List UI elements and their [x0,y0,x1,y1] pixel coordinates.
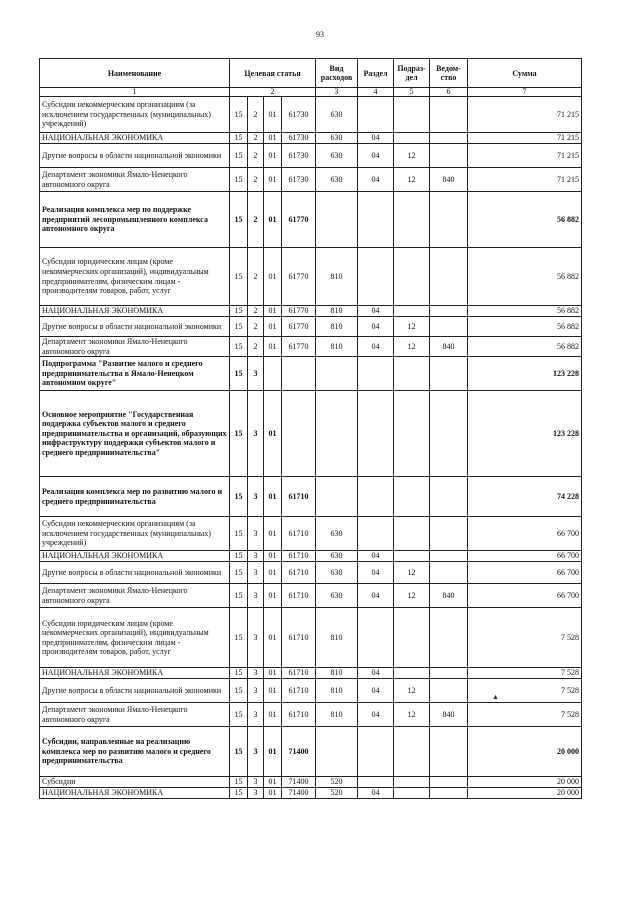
column-number: 1 [40,88,230,97]
table-row [40,777,582,788]
target-code-b-cell: 2 [248,97,264,133]
column-number: 7 [468,88,582,97]
target-code-d-cell: 61710 [282,562,316,584]
table-row [40,337,582,357]
subsection-cell: 12 [394,317,430,337]
section-cell [358,192,394,248]
sum-cell: 56 882 [468,317,582,337]
sum-cell: 7 528 [468,608,582,668]
column-number: 5 [394,88,430,97]
expense-type-cell: 810 [316,679,358,703]
row-name-cell: Субсидии, направленные на реализацию комплекса мер по развитию малого и среднего предпринимательства [40,727,230,777]
department-cell [430,727,468,777]
expense-type-cell: 630 [316,551,358,562]
target-code-c-cell: 01 [264,668,282,679]
department-cell [430,788,468,799]
row-name-cell: Реализация комплекса мер по развитию малого и среднего предпринимательства [40,477,230,517]
sum-cell: 7 528 [468,668,582,679]
header-sum: Сумма [468,59,582,88]
target-code-c-cell: 01 [264,562,282,584]
department-cell [430,248,468,306]
sum-cell: 20 000 [468,777,582,788]
target-code-c-cell: 01 [264,306,282,317]
department-cell [430,144,468,168]
target-code-a-cell: 15 [230,562,248,584]
expense-type-cell: 520 [316,788,358,799]
subsection-cell: 12 [394,144,430,168]
target-code-c-cell: 01 [264,97,282,133]
section-cell [358,391,394,477]
target-code-b-cell: 3 [248,788,264,799]
table-row [40,679,582,703]
row-name-cell: Другие вопросы в области национальной экономики [40,144,230,168]
target-code-d-cell: 61710 [282,517,316,551]
sum-cell: 71 215 [468,133,582,144]
section-cell: 04 [358,584,394,608]
target-code-a-cell: 15 [230,192,248,248]
subsection-cell [394,97,430,133]
target-code-c-cell: 01 [264,248,282,306]
target-code-c-cell: 01 [264,551,282,562]
row-name-cell: НАЦИОНАЛЬНАЯ ЭКОНОМИКА [40,133,230,144]
department-cell [430,357,468,391]
subsection-cell: 12 [394,703,430,727]
row-name-cell: НАЦИОНАЛЬНАЯ ЭКОНОМИКА [40,668,230,679]
target-code-b-cell: 2 [248,306,264,317]
header-name: Наименование [40,59,230,88]
column-number: 2 [230,88,316,97]
section-cell [358,248,394,306]
stray-mark: ▲ [492,693,499,701]
department-cell: 840 [430,337,468,357]
subsection-cell [394,668,430,679]
sum-cell: 71 215 [468,97,582,133]
row-name-cell: Департамент экономики Ямало-Ненецкого автономного округа [40,168,230,192]
sum-cell: 66 700 [468,562,582,584]
subsection-cell [394,133,430,144]
table-row [40,551,582,562]
department-cell [430,777,468,788]
target-code-d-cell: 61730 [282,168,316,192]
target-code-d-cell: 61710 [282,668,316,679]
row-name-cell: Основное мероприятие "Государственная поддержка субъектов малого и среднего предпринимательства и организаций, образующих инфраструктуру поддержки субъектов малого и среднего предпринимательства" [40,391,230,477]
section-cell [358,357,394,391]
subsection-cell: 12 [394,584,430,608]
row-name-cell: НАЦИОНАЛЬНАЯ ЭКОНОМИКА [40,551,230,562]
table-row [40,97,582,133]
target-code-c-cell: 01 [264,133,282,144]
target-code-b-cell: 3 [248,391,264,477]
target-code-d-cell: 61730 [282,133,316,144]
column-number-row [40,88,582,97]
target-code-a-cell: 15 [230,788,248,799]
target-code-a-cell: 15 [230,727,248,777]
sum-cell: 7 528 [468,679,582,703]
column-number: 6 [430,88,468,97]
expense-type-cell: 630 [316,168,358,192]
target-code-b-cell: 2 [248,317,264,337]
header-expense-type: Вид расходов [316,59,358,88]
table-row [40,562,582,584]
expense-type-cell: 630 [316,97,358,133]
column-number: 3 [316,88,358,97]
table-row [40,192,582,248]
sum-cell: 7 528 [468,703,582,727]
row-name-cell: Субсидии юридическим лицам (кроме некоммерческих организаций), индивидуальным предпринимателям, физическим лицам - производителям товаров, работ, услуг [40,608,230,668]
target-code-a-cell: 15 [230,391,248,477]
target-code-d-cell: 61770 [282,248,316,306]
expense-type-cell: 630 [316,144,358,168]
table-row [40,391,582,477]
target-code-a-cell: 15 [230,551,248,562]
expense-type-cell [316,477,358,517]
subsection-cell: 12 [394,337,430,357]
section-cell: 04 [358,679,394,703]
target-code-b-cell: 2 [248,192,264,248]
target-code-a-cell: 15 [230,306,248,317]
expense-type-cell: 630 [316,562,358,584]
target-code-b-cell: 2 [248,144,264,168]
row-name-cell: Департамент экономики Ямало-Ненецкого автономного округа [40,584,230,608]
subsection-cell [394,306,430,317]
budget-table [39,58,582,799]
target-code-d-cell: 71400 [282,777,316,788]
row-name-cell: НАЦИОНАЛЬНАЯ ЭКОНОМИКА [40,306,230,317]
expense-type-cell: 810 [316,703,358,727]
department-cell [430,306,468,317]
target-code-a-cell: 15 [230,703,248,727]
target-code-d-cell: 61710 [282,584,316,608]
target-code-d-cell: 61710 [282,477,316,517]
target-code-c-cell: 01 [264,679,282,703]
target-code-d-cell [282,391,316,477]
sum-cell: 66 700 [468,584,582,608]
subsection-cell [394,788,430,799]
section-cell: 04 [358,562,394,584]
subsection-cell: 12 [394,168,430,192]
subsection-cell [394,477,430,517]
row-name-cell: Другие вопросы в области национальной экономики [40,679,230,703]
table-header-row [40,59,582,88]
header-department: Ведом- ство [430,59,468,88]
table-row [40,668,582,679]
target-code-b-cell: 3 [248,584,264,608]
table-row [40,168,582,192]
target-code-c-cell: 01 [264,788,282,799]
section-cell [358,608,394,668]
header-subsection: Подраз- дел [394,59,430,88]
subsection-cell [394,551,430,562]
sum-cell: 123 228 [468,391,582,477]
target-code-c-cell: 01 [264,168,282,192]
page-number: 93 [316,30,324,39]
target-code-b-cell: 3 [248,551,264,562]
sum-cell: 20 000 [468,727,582,777]
target-code-c-cell: 01 [264,727,282,777]
target-code-b-cell: 3 [248,608,264,668]
table-row [40,357,582,391]
sum-cell: 71 215 [468,144,582,168]
department-cell [430,562,468,584]
row-name-cell: Департамент экономики Ямало-Ненецкого автономного округа [40,337,230,357]
department-cell [430,679,468,703]
table-row [40,788,582,799]
expense-type-cell [316,192,358,248]
row-name-cell: НАЦИОНАЛЬНАЯ ЭКОНОМИКА [40,788,230,799]
target-code-a-cell: 15 [230,168,248,192]
department-cell [430,391,468,477]
target-code-c-cell: 01 [264,703,282,727]
section-cell: 04 [358,337,394,357]
department-cell [430,608,468,668]
department-cell [430,192,468,248]
target-code-d-cell: 61710 [282,679,316,703]
section-cell [358,97,394,133]
subsection-cell [394,777,430,788]
sum-cell: 56 882 [468,192,582,248]
table-row [40,703,582,727]
target-code-c-cell: 01 [264,777,282,788]
section-cell: 04 [358,668,394,679]
header-section: Раздел [358,59,394,88]
section-cell [358,777,394,788]
target-code-d-cell: 71400 [282,788,316,799]
expense-type-cell: 810 [316,608,358,668]
target-code-a-cell: 15 [230,777,248,788]
table-row [40,584,582,608]
target-code-b-cell: 2 [248,168,264,192]
table-row [40,517,582,551]
target-code-d-cell [282,357,316,391]
target-code-a-cell: 15 [230,477,248,517]
target-code-a-cell: 15 [230,584,248,608]
sum-cell: 66 700 [468,517,582,551]
department-cell: 840 [430,584,468,608]
target-code-b-cell: 3 [248,703,264,727]
target-code-c-cell [264,357,282,391]
department-cell [430,517,468,551]
department-cell [430,97,468,133]
subsection-cell [394,727,430,777]
target-code-c-cell: 01 [264,337,282,357]
department-cell [430,477,468,517]
subsection-cell [394,192,430,248]
target-code-d-cell: 61710 [282,703,316,727]
row-name-cell: Субсидии юридическим лицам (кроме некоммерческих организаций), индивидуальным предпринимателям, физическим лицам - производителям товаров, работ, услуг [40,248,230,306]
target-code-c-cell: 01 [264,391,282,477]
row-name-cell: Подпрограмма "Развитие малого и среднего предпринимательства в Ямало-Ненецком автономном округе" [40,357,230,391]
expense-type-cell [316,357,358,391]
subsection-cell [394,608,430,668]
target-code-b-cell: 3 [248,727,264,777]
row-name-cell: Субсидии некоммерческим организациям (за исключением государственных (муниципальных) учреждений) [40,97,230,133]
department-cell [430,133,468,144]
expense-type-cell: 810 [316,337,358,357]
sum-cell: 74 228 [468,477,582,517]
target-code-c-cell: 01 [264,144,282,168]
subsection-cell [394,517,430,551]
target-code-a-cell: 15 [230,608,248,668]
target-code-b-cell: 2 [248,248,264,306]
section-cell: 04 [358,168,394,192]
row-name-cell: Департамент экономики Ямало-Ненецкого автономного округа [40,703,230,727]
target-code-c-cell: 01 [264,477,282,517]
target-code-a-cell: 15 [230,337,248,357]
target-code-d-cell: 61770 [282,192,316,248]
target-code-a-cell: 15 [230,133,248,144]
row-name-cell: Другие вопросы в области национальной экономики [40,317,230,337]
sum-cell: 20 000 [468,788,582,799]
row-name-cell: Субсидии некоммерческим организациям (за исключением государственных (муниципальных) учреждений) [40,517,230,551]
target-code-b-cell: 2 [248,337,264,357]
table-row [40,144,582,168]
target-code-d-cell: 71400 [282,727,316,777]
section-cell [358,727,394,777]
section-cell [358,477,394,517]
target-code-c-cell: 01 [264,317,282,337]
column-number: 4 [358,88,394,97]
row-name-cell: Субсидии [40,777,230,788]
target-code-b-cell: 3 [248,777,264,788]
department-cell [430,668,468,679]
expense-type-cell: 810 [316,668,358,679]
subsection-cell: 12 [394,679,430,703]
target-code-a-cell: 15 [230,668,248,679]
section-cell: 04 [358,551,394,562]
target-code-b-cell: 3 [248,562,264,584]
target-code-a-cell: 15 [230,248,248,306]
table-row [40,608,582,668]
sum-cell: 56 882 [468,248,582,306]
sum-cell: 56 882 [468,306,582,317]
row-name-cell: Реализация комплекса мер по поддержке предприятий лесопромышленного комплекса автономного округа [40,192,230,248]
subsection-cell [394,357,430,391]
table-row [40,317,582,337]
sum-cell: 123 228 [468,357,582,391]
department-cell: 840 [430,168,468,192]
target-code-b-cell: 3 [248,668,264,679]
department-cell [430,317,468,337]
target-code-d-cell: 61710 [282,608,316,668]
target-code-c-cell: 01 [264,584,282,608]
target-code-b-cell: 3 [248,679,264,703]
target-code-c-cell: 01 [264,192,282,248]
row-name-cell: Другие вопросы в области национальной экономики [40,562,230,584]
target-code-a-cell: 15 [230,144,248,168]
header-target-article: Целевая статья [230,59,316,88]
target-code-d-cell: 61730 [282,144,316,168]
target-code-a-cell: 15 [230,517,248,551]
target-code-d-cell: 61710 [282,551,316,562]
table-row [40,727,582,777]
target-code-a-cell: 15 [230,97,248,133]
section-cell: 04 [358,317,394,337]
expense-type-cell: 630 [316,133,358,144]
sum-cell: 71 215 [468,168,582,192]
subsection-cell [394,391,430,477]
table-row [40,248,582,306]
target-code-a-cell: 15 [230,679,248,703]
target-code-b-cell: 3 [248,477,264,517]
section-cell: 04 [358,133,394,144]
target-code-d-cell: 61730 [282,97,316,133]
target-code-d-cell: 61770 [282,306,316,317]
target-code-b-cell: 2 [248,133,264,144]
table-row [40,477,582,517]
section-cell: 04 [358,306,394,317]
target-code-a-cell: 15 [230,317,248,337]
expense-type-cell: 810 [316,317,358,337]
section-cell: 04 [358,788,394,799]
section-cell: 04 [358,144,394,168]
target-code-b-cell: 3 [248,357,264,391]
expense-type-cell: 630 [316,517,358,551]
target-code-b-cell: 3 [248,517,264,551]
sum-cell: 66 700 [468,551,582,562]
table-row [40,306,582,317]
section-cell [358,517,394,551]
expense-type-cell: 520 [316,777,358,788]
sum-cell: 56 882 [468,337,582,357]
expense-type-cell: 630 [316,584,358,608]
target-code-c-cell: 01 [264,517,282,551]
expense-type-cell: 810 [316,248,358,306]
department-cell [430,551,468,562]
expense-type-cell [316,727,358,777]
department-cell: 840 [430,703,468,727]
target-code-a-cell: 15 [230,357,248,391]
subsection-cell [394,248,430,306]
target-code-d-cell: 61770 [282,337,316,357]
subsection-cell: 12 [394,562,430,584]
expense-type-cell: 810 [316,306,358,317]
section-cell: 04 [358,703,394,727]
expense-type-cell [316,391,358,477]
table-row [40,133,582,144]
target-code-d-cell: 61770 [282,317,316,337]
target-code-c-cell: 01 [264,608,282,668]
